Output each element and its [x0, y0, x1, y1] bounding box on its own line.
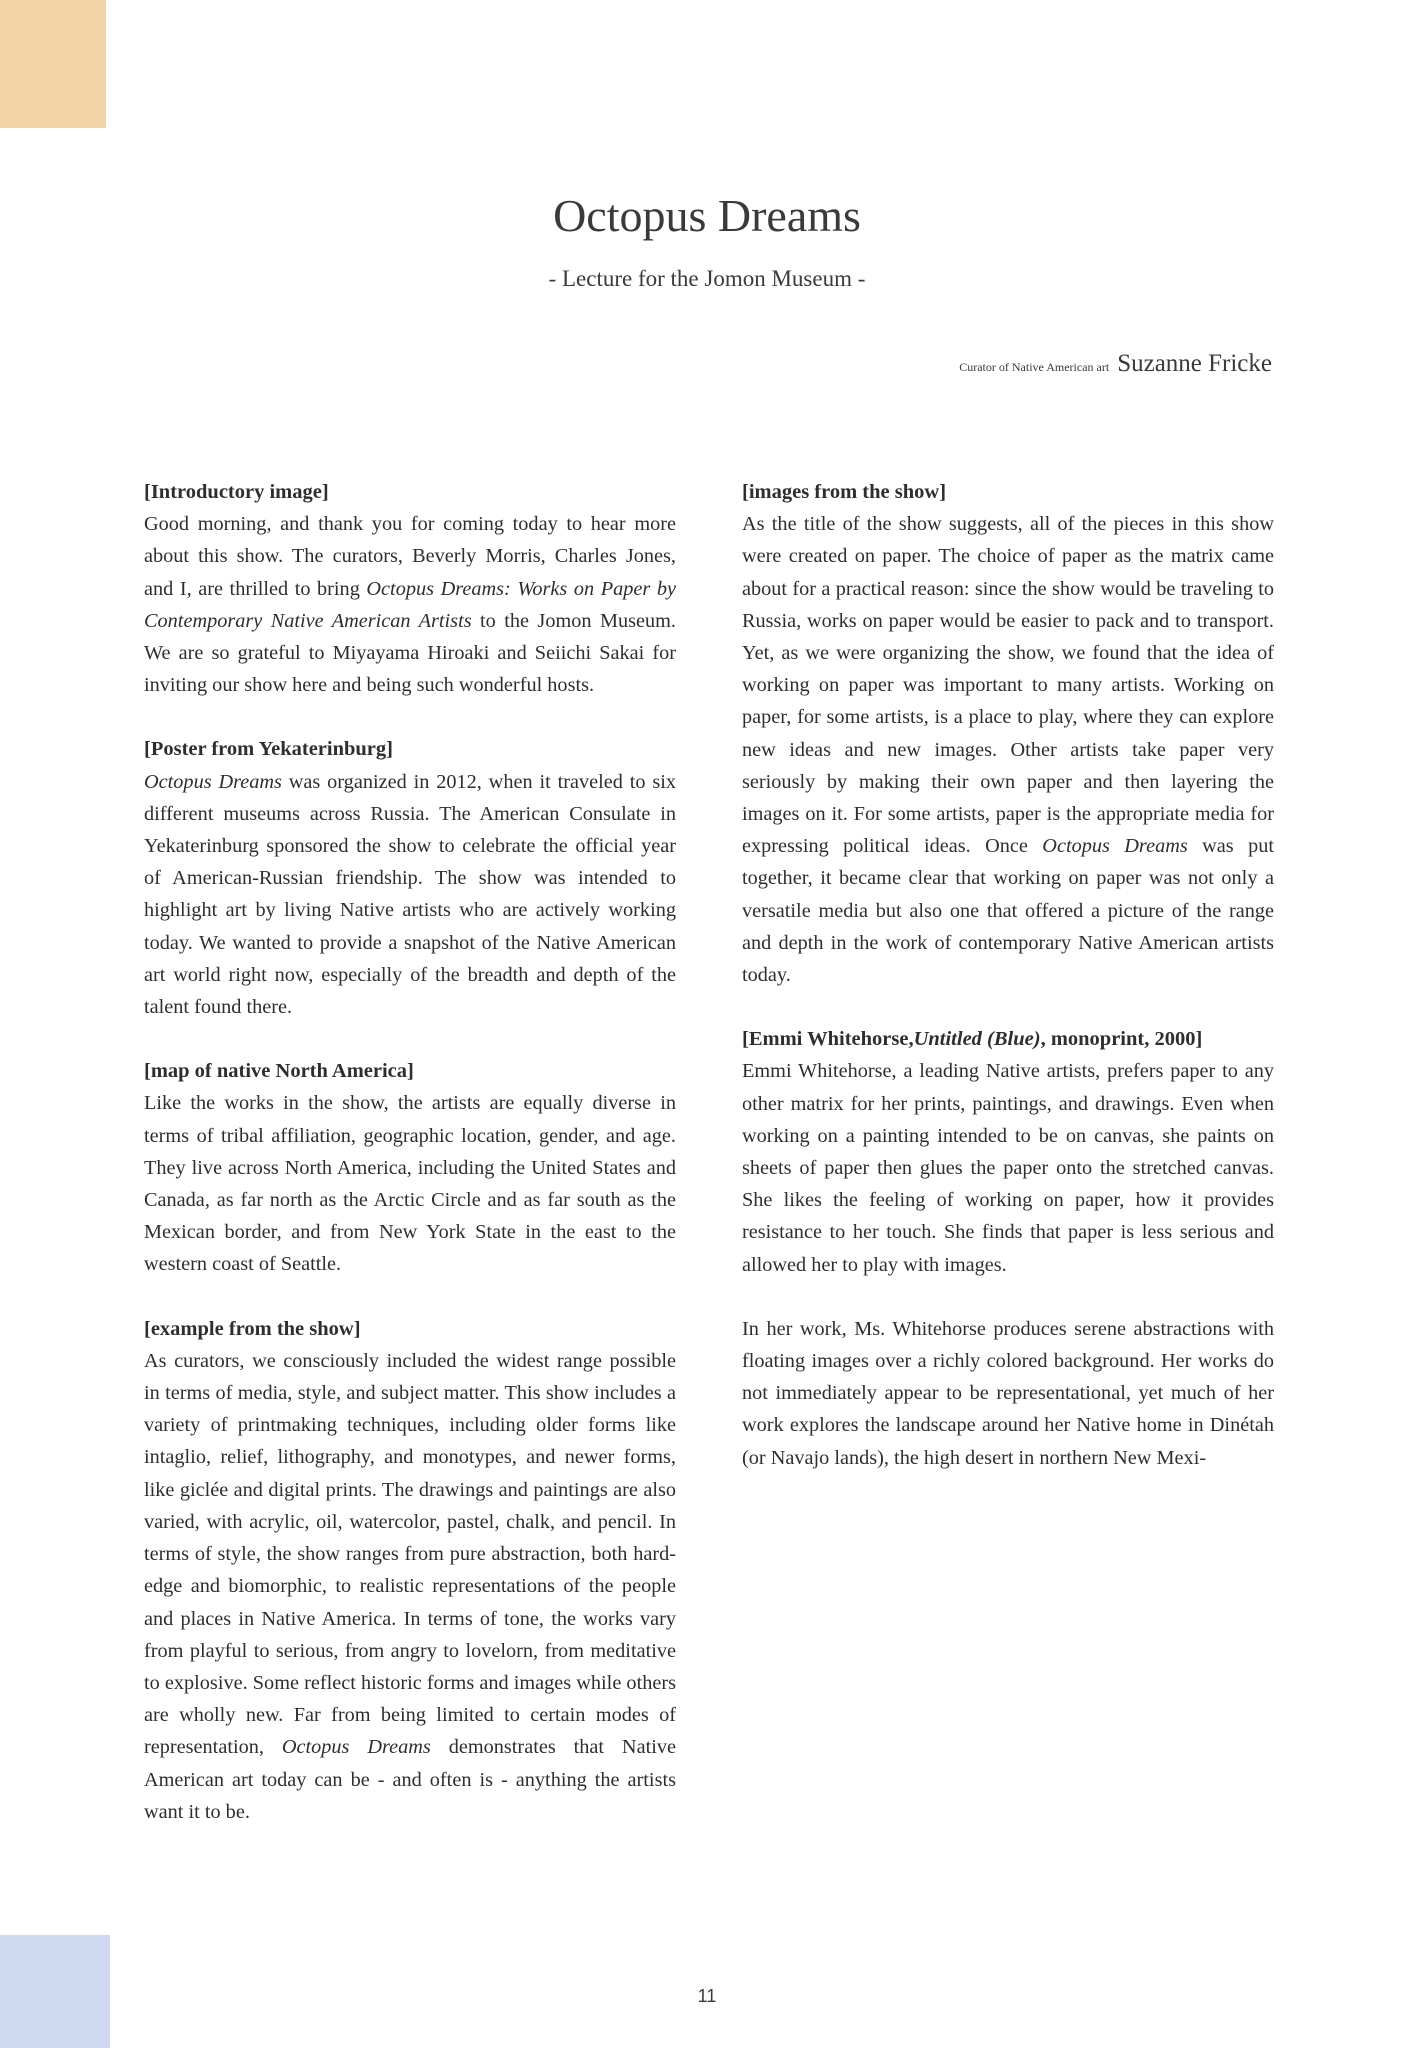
section-heading: [images from the show]: [742, 481, 947, 503]
page-number: 11: [697, 1986, 717, 2006]
section-introductory-image: [144, 476, 676, 701]
section-heading: [example from the show]: [144, 1317, 361, 1340]
section-heading: [742, 1023, 1274, 1055]
paragraph-text: was put together, it became clear that working on paper was not only a versatile media but also one that offered a picture of the range and depth in the work of contemporary Native American artists today.: [742, 835, 1275, 987]
right-column: [742, 476, 1274, 1506]
section-heading: [Introductory image]: [144, 481, 329, 503]
section-images: [742, 476, 1274, 991]
exhibition-title-italic: Octopus Dreams: [1042, 835, 1188, 858]
author-name: Suzanne Fricke: [1117, 350, 1272, 377]
section-example: [144, 1313, 676, 1828]
author-role: Curator of Native American art: [959, 360, 1110, 374]
section-emmi-whitehorse: [742, 1023, 1274, 1474]
heading-text: , monoprint, 2000]: [1040, 1028, 1203, 1051]
section-map: [144, 1055, 676, 1280]
section-poster: [144, 733, 676, 1023]
artwork-title-italic: Untitled (Blue): [913, 1028, 1041, 1051]
paragraph-text: As curators, we consciously included the widest range possible in terms of media, style, and subject matter. This show includes a variety of printmaking techniques, including older forms like intaglio, relief, lithography, and monotypes, and newer forms, like giclée and digital prints. The drawings and paintings are also varied, with acrylic, oil, watercolor, pastel, chalk, and pencil. In terms of style, the show ranges from pure abstraction, both hard-edge and biomorphic, to realistic representations of the people and places in Native America. In terms of tone, the works vary from playful to serious, from angry to lovelorn, from meditative to explosive. Some reflect historic forms and images while others are wholly new. Far from being limited to certain modes of representation,: [144, 1349, 676, 1759]
decorative-tab-top: [0, 0, 106, 128]
section-paragraph: [144, 508, 676, 701]
exhibition-title-italic: Octopus Dreams: [144, 770, 282, 793]
page-title: Octopus Dreams: [553, 190, 861, 241]
heading-text: [Emmi Whitehorse,: [742, 1028, 914, 1051]
section-paragraph: [144, 1345, 676, 1828]
section-paragraph: [742, 508, 1274, 991]
section-heading: [map of native North America]: [144, 1060, 414, 1083]
exhibition-title-italic: Octopus Dreams: Works on Paper by Contemporary Native American Artists: [144, 577, 676, 632]
section-paragraph: Emmi Whitehorse, a leading Native artists, prefers paper to any other matrix for her prints, paintings, and drawings. Even when working on a painting intended to be on canvas, she paints on sheets of paper then glues the paper onto the stretched canvas. She likes the feeling of working on paper, how it provides resistance to her touch. She finds that paper is less serious and allowed her to play with images.: [742, 1060, 1274, 1276]
paragraph-text: Good morning, and thank you for coming today to hear more about this show. The curators, Beverly Morris, Charles Jones, and I, are thrilled to bring: [144, 513, 676, 600]
paragraph-text: to the Jomon Museum. We are so grateful to Miyayama Hiroaki and Seiichi Sakai for inviting our show here and being such wonderful hosts.: [144, 609, 676, 697]
section-heading: [Poster from Yekaterinburg]: [144, 738, 393, 761]
paragraph-text: was organized in 2012, when it traveled to six different museums across Russia. The American Consulate in Yekaterinburg sponsored the show to celebrate the official year of American-Russian friendship. The show was intended to highlight art by living Native artists who are actively working today. We wanted to provide a snapshot of the Native American art world right now, especially of the breadth and depth of the talent found there.: [144, 770, 677, 1019]
paragraph-text: As the title of the show suggests, all of the pieces in this show were created on paper. The choice of paper as the matrix came about for a practical reason: since the show would be traveling to Russia, works on paper would be easier to pack and to transport. Yet, as we were organizing the show, we found that the idea of working on paper was important to many artists. Working on paper, for some artists, is a place to play, where they can explore new ideas and new images. Other artists take paper very seriously by making their own paper and then layering the images on it. For some artists, paper is the appropriate media for expressing political ideas. Once: [742, 513, 1274, 858]
exhibition-title-italic: Octopus Dreams: [281, 1736, 431, 1759]
section-paragraph: Like the works in the show, the artists are equally diverse in terms of tribal affiliation, geographic location, gender, and age. They live across North America, including the United States and Canada, as far north as the Arctic Circle and as far south as the Mexican border, and from New York State in the east to the western coast of Seattle.: [144, 1092, 676, 1276]
left-column: [144, 476, 676, 1860]
page-subtitle: - Lecture for the Jomon Museum -: [548, 266, 866, 291]
section-paragraph: In her work, Ms. Whitehorse produces serene abstractions with floating images over a richly colored background. Her works do not immediately appear to be representational, yet much of her work explores the landscape around her Native home in Dinétah (or Navajo lands), the high desert in northern New Mexi-: [742, 1317, 1274, 1469]
author-line: [959, 350, 1272, 378]
section-paragraph: [144, 766, 676, 1024]
paragraph-text: demonstrates that Native American art today can be - and often is - anything the artists want it to be.: [144, 1736, 676, 1823]
